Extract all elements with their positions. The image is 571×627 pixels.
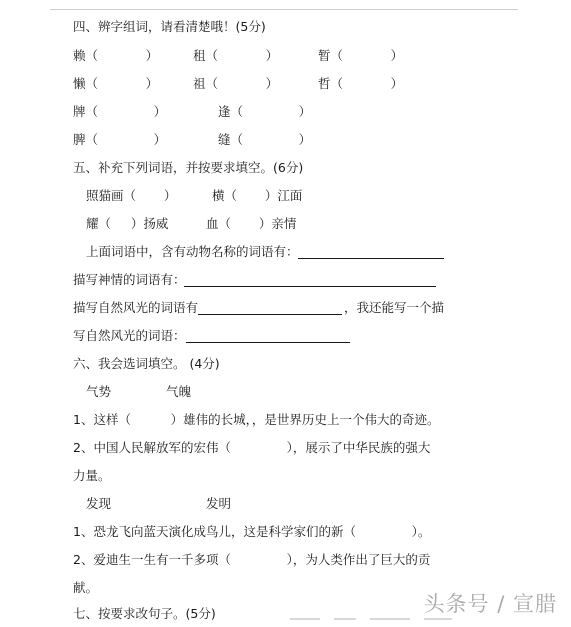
char-pair-item: 祖（ ） <box>193 76 279 91</box>
section4-title: 四、辨字组词，请看清楚哦！(5分) <box>73 19 266 34</box>
fill-sentence-cont: 力量。 <box>73 468 111 483</box>
fill-sentence: 2、中国人民解放军的宏伟（ ），展示了中华民族的强大 <box>73 440 431 455</box>
answer-blank[interactable] <box>198 314 342 315</box>
section5-title: 五、补充下列词语，并按要求填空。(6分) <box>73 160 304 175</box>
char-pair-item: 缝（ ） <box>218 132 312 147</box>
char-pair-item: 脾（ ） <box>73 132 167 147</box>
question-scenery-words: 描写自然风光的词语有 <box>73 300 199 315</box>
word-choice: 发现 <box>86 496 112 511</box>
word-choice: 气势 <box>86 384 112 399</box>
top-divider <box>50 9 518 10</box>
section7-title: 七、按要求改句子。(5分) <box>73 606 216 621</box>
idiom-item: 照猫画（ ） <box>86 188 177 203</box>
char-pair-item: 牌（ ） <box>73 104 167 119</box>
answer-blank[interactable] <box>184 286 436 287</box>
question-animal-words: 上面词语中，含有动物名称的词语有： <box>86 244 299 259</box>
question-scenery-write: 写自然风光的词语： <box>73 328 186 343</box>
idiom-item: 耀（ ）扬威 <box>86 216 169 231</box>
question-expression-words: 描写神情的词语有： <box>73 272 186 287</box>
watermark: 头条号 / 宣腊 <box>423 592 557 616</box>
answer-blank[interactable] <box>298 258 444 259</box>
question-scenery-words-cont: ，我还能写一个描 <box>344 300 445 315</box>
idiom-item: 血（ ）亲情 <box>206 216 297 231</box>
char-pair-item: 懒（ ） <box>73 76 159 91</box>
fill-sentence-cont: 献。 <box>73 580 99 595</box>
char-pair-item: 租（ ） <box>193 48 279 63</box>
fill-sentence: 1、这样（ ）雄伟的长城，，是世界历史上一个伟大的奇迹。 <box>73 412 440 427</box>
word-choice: 气魄 <box>166 384 192 399</box>
answer-blank[interactable] <box>186 342 350 343</box>
fill-sentence: 1、恐龙飞向蓝天演化成鸟儿，这是科学家们的新（ ）。 <box>73 524 431 539</box>
idiom-item: 横（ ）江面 <box>212 188 303 203</box>
fill-sentence: 2、爱迪生一生有一千多项（ ），为人类作出了巨大的贡 <box>73 552 431 567</box>
word-choice: 发明 <box>206 496 232 511</box>
char-pair-item: 逢（ ） <box>218 104 312 119</box>
char-pair-item: 哲（ ） <box>318 76 404 91</box>
section6-title: 六、我会选词填空。 (4分) <box>73 356 220 371</box>
char-pair-item: 暂（ ） <box>318 48 404 63</box>
char-pair-item: 赖（ ） <box>73 48 159 63</box>
